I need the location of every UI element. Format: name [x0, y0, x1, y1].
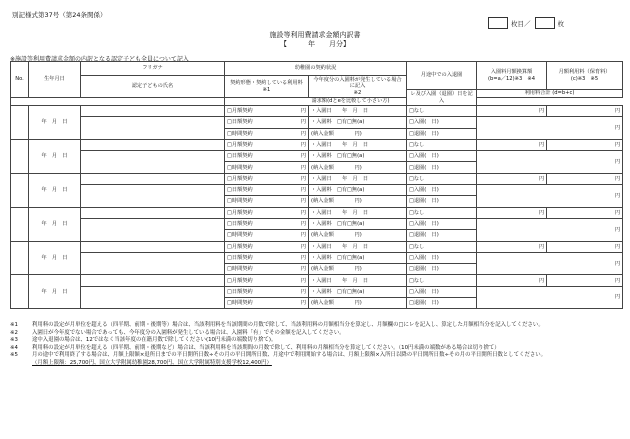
row-no-cell[interactable]: [11, 207, 29, 241]
mid-month-option[interactable]: □退園( 日): [407, 298, 477, 309]
fee-total-cell[interactable]: 円: [477, 252, 623, 275]
mid-month-header: 月途中での入退園: [407, 62, 477, 90]
contract-option[interactable]: □時間契約 円: [225, 298, 309, 309]
monthly-fee-header: 月額利用料（保育料） (c)※3 ※5: [547, 62, 623, 90]
footnote: ※2 入園日が今年度でない場合であっても、今年度分の入園料が発生している場合は、入園料「有」でその金額を記入してください。: [10, 329, 345, 336]
document-title: [0, 31, 630, 49]
row-no-cell[interactable]: [11, 173, 29, 207]
table-row: [11, 106, 623, 117]
furigana-cell[interactable]: [81, 207, 225, 218]
total-suffix: 枚: [557, 19, 564, 28]
mid-month-option[interactable]: □退園( 日): [407, 264, 477, 275]
fee-total-cell[interactable]: 円: [477, 218, 623, 241]
contract-option[interactable]: □日額契約 円: [225, 185, 309, 196]
enroll-monthly-header: 入園料月額換算額 (b=a／12)※3 ※4: [477, 62, 547, 90]
contract-option[interactable]: □時間契約 円: [225, 162, 309, 173]
enrollment-fee-line[interactable]: ・入園日 年 月 日: [309, 207, 407, 218]
furigana-cell[interactable]: [81, 275, 225, 286]
fee-total-header: 利用料合計 (d=b+c): [477, 90, 623, 98]
fee-total-cell[interactable]: 円: [477, 117, 623, 140]
contract-option[interactable]: □時間契約 円: [225, 264, 309, 275]
row-no-cell[interactable]: [11, 275, 29, 309]
child-name-cell[interactable]: [81, 151, 225, 174]
footnote: ※5 月の途中で利用終了する場合は、月額上限額×退所日までの平日開所日数÷その月の平日開所日数、月途中で利用開始する場合は、月額上限額×入所日以降の平日開所日数÷その月の平日開所日数としてください。: [10, 352, 547, 359]
contract-option[interactable]: □月額契約 円: [225, 173, 309, 184]
furigana-header: フリガナ: [81, 62, 225, 76]
mid-month-option[interactable]: □入園( 日): [407, 117, 477, 128]
mid-month-option[interactable]: □退園( 日): [407, 196, 477, 207]
birthdate-header: 生年月日: [29, 62, 81, 98]
child-name-cell[interactable]: [81, 117, 225, 140]
row-no-cell[interactable]: [11, 106, 29, 140]
birthdate-cell[interactable]: 年 月 日: [29, 275, 81, 309]
enroll-monthly-cell[interactable]: 円: [477, 241, 547, 252]
table-row: [11, 252, 623, 263]
enroll-monthly-cell[interactable]: 円: [477, 275, 547, 286]
enrollment-fee-line[interactable]: ・入園日 年 月 日: [309, 241, 407, 252]
contract-option[interactable]: □日額契約 円: [225, 252, 309, 263]
contract-option[interactable]: □日額契約 円: [225, 286, 309, 297]
mid-month-sub-header: レ及び入園（退園）日を記入: [407, 90, 477, 106]
footnotes: [10, 322, 622, 368]
mid-month-option[interactable]: □なし: [407, 173, 477, 184]
mid-month-option[interactable]: □入園( 日): [407, 252, 477, 263]
table-row: [11, 218, 623, 229]
mid-month-option[interactable]: □なし: [407, 139, 477, 150]
mid-month-option[interactable]: □退園( 日): [407, 128, 477, 139]
period-line: 【 年 月分】: [280, 40, 350, 48]
contract-option[interactable]: □日額契約 円: [225, 151, 309, 162]
child-name-cell[interactable]: [81, 286, 225, 309]
contract-option[interactable]: □月額契約 円: [225, 207, 309, 218]
mid-month-option[interactable]: □入園( 日): [407, 185, 477, 196]
enrollment-fee-line[interactable]: ・入園料 □有□無(a): [309, 286, 407, 297]
total-sheets-box[interactable]: [535, 17, 555, 29]
table-row: [11, 275, 623, 286]
enrollment-fee-line[interactable]: ・入園料 □有□無(a): [309, 117, 407, 128]
furigana-cell[interactable]: [81, 139, 225, 150]
sheet-suffix: 枚目／: [511, 19, 531, 28]
enroll-monthly-cell[interactable]: 円: [477, 207, 547, 218]
footnote: ※1 利用料の設定が月単位を超える（四半期、前期・後期等）場合は、当該利用料を当該期間の月数で除して、当該利用料の月額相当分を算定し、月額欄の□にレを記入し、算定した月額相当分を記入してください。: [10, 322, 544, 328]
mid-month-option[interactable]: □なし: [407, 106, 477, 117]
row-no-cell[interactable]: [11, 139, 29, 173]
footnote: （月額上限額：25,700円、国立大学附属幼稚園28,700円、国立大学附属特別支援学校12,400円）: [32, 359, 272, 366]
table-row: [11, 286, 623, 297]
contract-option[interactable]: □日額契約 円: [225, 218, 309, 229]
footnote: ※3 途中入退園の場合は、12ではなく当該年度の在籍月数で除してください(10円未満の端数切り捨て)。: [10, 337, 277, 344]
mid-month-option[interactable]: □入園( 日): [407, 286, 477, 297]
fee-total-cell[interactable]: 円: [477, 286, 623, 309]
enroll-monthly-cell[interactable]: 円: [477, 173, 547, 184]
child-name-cell[interactable]: [81, 218, 225, 241]
enrollment-fee-line[interactable]: (納入金額 円): [309, 230, 407, 241]
monthly-fee-cell[interactable]: 円: [547, 275, 623, 286]
mid-month-option[interactable]: □なし: [407, 241, 477, 252]
enrollment-fee-header: 今年度分の入園料が発生している場合に記入 ※2: [309, 76, 407, 98]
claim-amount-header: 請求額(dとeを比較して小さい方): [225, 98, 477, 106]
contract-form-header: 契約形態・契約している利用料 ※1: [225, 76, 309, 98]
table-row: [11, 139, 623, 150]
table-row: [11, 117, 623, 128]
contract-option[interactable]: □時間契約 円: [225, 196, 309, 207]
title: 施設等利用費請求金額内訳書: [269, 31, 361, 39]
birthdate-cell[interactable]: 年 月 日: [29, 241, 81, 275]
table-row: [11, 207, 623, 218]
breakdown-table: [10, 61, 623, 309]
contract-option[interactable]: □月額契約 円: [225, 106, 309, 117]
contract-option[interactable]: □月額契約 円: [225, 241, 309, 252]
child-name-header: 認定子どもの氏名: [81, 76, 225, 98]
form-number: 別記様式第37号（第24条関係）: [12, 11, 107, 19]
enrollment-fee-line[interactable]: (納入金額 円): [309, 162, 407, 173]
contract-option[interactable]: □日額契約 円: [225, 117, 309, 128]
child-name-cell[interactable]: [81, 252, 225, 275]
enrollment-fee-line[interactable]: (納入金額 円): [309, 128, 407, 139]
monthly-fee-cell[interactable]: 円: [547, 173, 623, 184]
birthdate-cell[interactable]: 年 月 日: [29, 139, 81, 173]
enrollment-fee-line[interactable]: (納入金額 円): [309, 196, 407, 207]
furigana-cell[interactable]: [81, 106, 225, 117]
contract-option[interactable]: □月額契約 円: [225, 275, 309, 286]
enrollment-fee-line[interactable]: ・入園料 □有□無(a): [309, 218, 407, 229]
monthly-fee-cell[interactable]: 円: [547, 106, 623, 117]
footnote: ※4 利用料の設定が月単位を超える（四半期、前期・後期など）場合は、当該利用料を当該期間の月数で除して、利用料の月額相当分を算定してください。（10円未満の端数がある場合は切り捨て）: [10, 344, 500, 351]
contract-option[interactable]: □時間契約 円: [225, 128, 309, 139]
child-name-cell[interactable]: [81, 185, 225, 208]
birthdate-cell[interactable]: 年 月 日: [29, 106, 81, 140]
furigana-cell[interactable]: [81, 173, 225, 184]
sheet-number-box[interactable]: [488, 17, 508, 29]
fee-total-cell[interactable]: 円: [477, 185, 623, 208]
enroll-monthly-cell[interactable]: 円: [477, 139, 547, 150]
monthly-fee-cell[interactable]: 円: [547, 241, 623, 252]
mid-month-option[interactable]: □なし: [407, 275, 477, 286]
contract-option[interactable]: □時間契約 円: [225, 230, 309, 241]
monthly-fee-cell[interactable]: 円: [547, 207, 623, 218]
fee-total-cell[interactable]: 円: [477, 151, 623, 174]
row-no-cell[interactable]: [11, 241, 29, 275]
furigana-cell[interactable]: [81, 241, 225, 252]
enroll-monthly-cell[interactable]: 円: [477, 106, 547, 117]
birthdate-cell[interactable]: 年 月 日: [29, 173, 81, 207]
enrollment-fee-line[interactable]: ・入園日 年 月 日: [309, 173, 407, 184]
enrollment-fee-line[interactable]: ・入園日 年 月 日: [309, 106, 407, 117]
enrollment-fee-line[interactable]: ・入園料 □有□無(a): [309, 185, 407, 196]
contract-option[interactable]: □月額契約 円: [225, 139, 309, 150]
birthdate-cell[interactable]: 年 月 日: [29, 207, 81, 241]
no-header: No.: [11, 62, 29, 98]
enrollment-fee-line[interactable]: ・入園日 年 月 日: [309, 275, 407, 286]
enrollment-fee-line[interactable]: (納入金額 円): [309, 298, 407, 309]
contract-status-header: 幼稚園の契約状況: [225, 62, 407, 76]
table-row: [11, 185, 623, 196]
mid-month-option[interactable]: □退園( 日): [407, 230, 477, 241]
page-counter: [488, 17, 564, 29]
enrollment-fee-line[interactable]: (納入金額 円): [309, 264, 407, 275]
top-note: ※施設等利用費請求金額の内訳となる認定子ども全員について記入: [10, 56, 189, 63]
table-row: [11, 173, 623, 184]
monthly-fee-cell[interactable]: 円: [547, 139, 623, 150]
enrollment-fee-line[interactable]: ・入園日 年 月 日: [309, 139, 407, 150]
mid-month-option[interactable]: □退園( 日): [407, 162, 477, 173]
table-row: [11, 241, 623, 252]
enrollment-fee-line[interactable]: ・入園料 □有□無(a): [309, 252, 407, 263]
mid-month-option[interactable]: □入園( 日): [407, 218, 477, 229]
enrollment-fee-line[interactable]: ・入園料 □有□無(a): [309, 151, 407, 162]
table-row: [11, 151, 623, 162]
mid-month-option[interactable]: □なし: [407, 207, 477, 218]
mid-month-option[interactable]: □入園( 日): [407, 151, 477, 162]
